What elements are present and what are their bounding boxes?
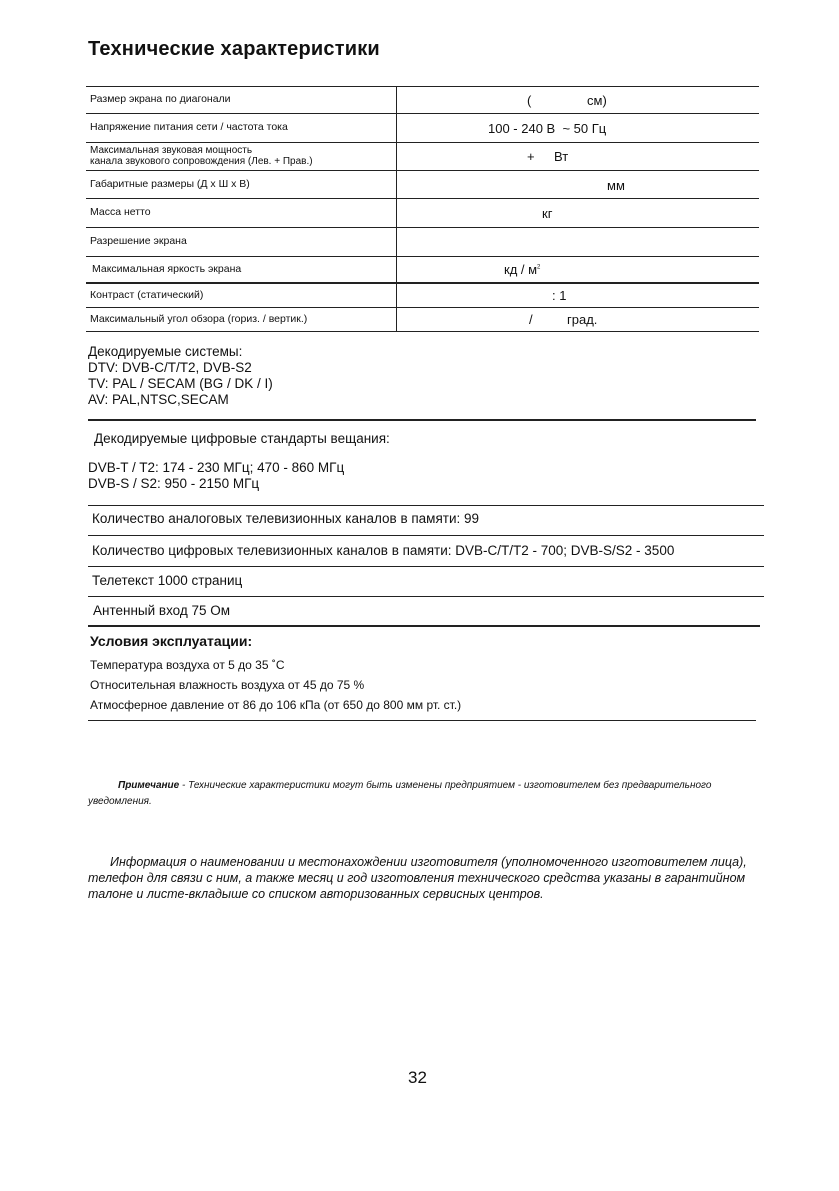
- divider: [88, 419, 756, 421]
- spec-value: кг: [397, 199, 760, 228]
- decoded-systems: [88, 344, 273, 408]
- spec-label: Габаритные размеры (Д х Ш х В): [86, 171, 397, 199]
- spec-label: Масса нетто: [86, 199, 397, 228]
- spec-value: / град.: [397, 308, 760, 332]
- condition-item: Температура воздуха от 5 до 35 ˚С: [90, 658, 285, 672]
- decoded-system-line: DTV: DVB-C/T/T2, DVB-S2: [88, 360, 252, 375]
- spec-row-audio-power: [86, 143, 759, 171]
- divider: [88, 596, 764, 597]
- digital-standard-line: DVB-S / S2: 950 - 2150 МГц: [88, 476, 260, 491]
- spec-value: кд / $м^2$: [397, 257, 760, 283]
- decoded-systems-heading: Декодируемые системы:: [88, 344, 243, 359]
- note-text: - Технические характеристики могут быть изменены предприятием - изготовителем без предварительного уведомления.: [88, 780, 712, 807]
- divider: [88, 566, 764, 567]
- note-label: Примечание: [118, 780, 180, 791]
- spec-row-diagonal: [86, 87, 759, 114]
- digital-standards-heading: Декодируемые цифровые стандарты вещания:: [94, 431, 390, 446]
- spec-row-resolution: [86, 228, 759, 257]
- teletext: Телетекст 1000 страниц: [92, 573, 243, 588]
- note: [88, 778, 758, 810]
- spec-row-contrast: [86, 283, 759, 308]
- spec-value: 100 - 240 В ~ 50 Гц: [397, 114, 760, 143]
- digital-standard-line: DVB-T / T2: 174 - 230 МГц; 470 - 860 МГц: [88, 460, 345, 475]
- divider: [88, 720, 756, 721]
- spec-label: Размер экрана по диагонали: [86, 87, 397, 114]
- antenna-input: Антенный вход 75 Ом: [93, 603, 231, 618]
- spec-label: Контраст (статический): [86, 283, 397, 308]
- decoded-system-line: TV: PAL / SECAM (BG / DK / I): [88, 376, 273, 391]
- spec-table: [86, 86, 759, 332]
- spec-value: ( см): [397, 87, 760, 114]
- decoded-system-line: AV: PAL,NTSC,SECAM: [88, 392, 229, 407]
- manufacturer-info: Информация о наименовании и местонахождении изготовителя (уполномоченного изготовителем лица), телефон для связи с ним, а также месяц и год изготовления технического средства указаны в гарантийном талоне и листе-вкладыше со списком авторизованных сервисных центров.: [88, 855, 747, 901]
- divider: [88, 535, 764, 536]
- spec-label: Разрешение экрана: [86, 228, 397, 257]
- spec-label: Максимальный угол обзора (гориз. / вертик.): [86, 308, 397, 332]
- spec-row-dimensions: [86, 171, 759, 199]
- spec-label: Максимальная звуковая мощность канала звукового сопровождения (Лев. + Прав.): [86, 143, 397, 171]
- digital-standards: [88, 460, 344, 492]
- conditions-heading: Условия эксплуатации:: [90, 633, 253, 649]
- divider: [88, 625, 760, 627]
- spec-value: : 1: [397, 283, 760, 308]
- spec-label: Максимальная яркость экрана: [86, 257, 397, 283]
- spec-row-power: [86, 114, 759, 143]
- page-number: 32: [408, 1068, 427, 1087]
- spec-row-brightness: [86, 257, 759, 283]
- spec-value: мм: [397, 171, 760, 199]
- divider: [88, 505, 764, 506]
- spec-label: Напряжение питания сети / частота тока: [86, 114, 397, 143]
- spec-row-weight: [86, 199, 759, 228]
- digital-channels: Количество цифровых телевизионных каналов в памяти: DVB-C/T/T2 - 700; DVB-S/S2 - 3500: [92, 543, 675, 558]
- spec-value: + Вт: [397, 143, 760, 171]
- spec-row-view-angle: [86, 308, 759, 332]
- condition-item: Относительная влажность воздуха от 45 до 75 %: [90, 678, 365, 692]
- analog-channels: Количество аналоговых телевизионных каналов в памяти: 99: [92, 511, 480, 526]
- condition-item: Атмосферное давление от 86 до 106 кПа (от 650 до 800 мм рт. ст.): [90, 698, 462, 712]
- spec-value: [397, 228, 760, 257]
- page-title: Технические характеристики: [88, 38, 380, 60]
